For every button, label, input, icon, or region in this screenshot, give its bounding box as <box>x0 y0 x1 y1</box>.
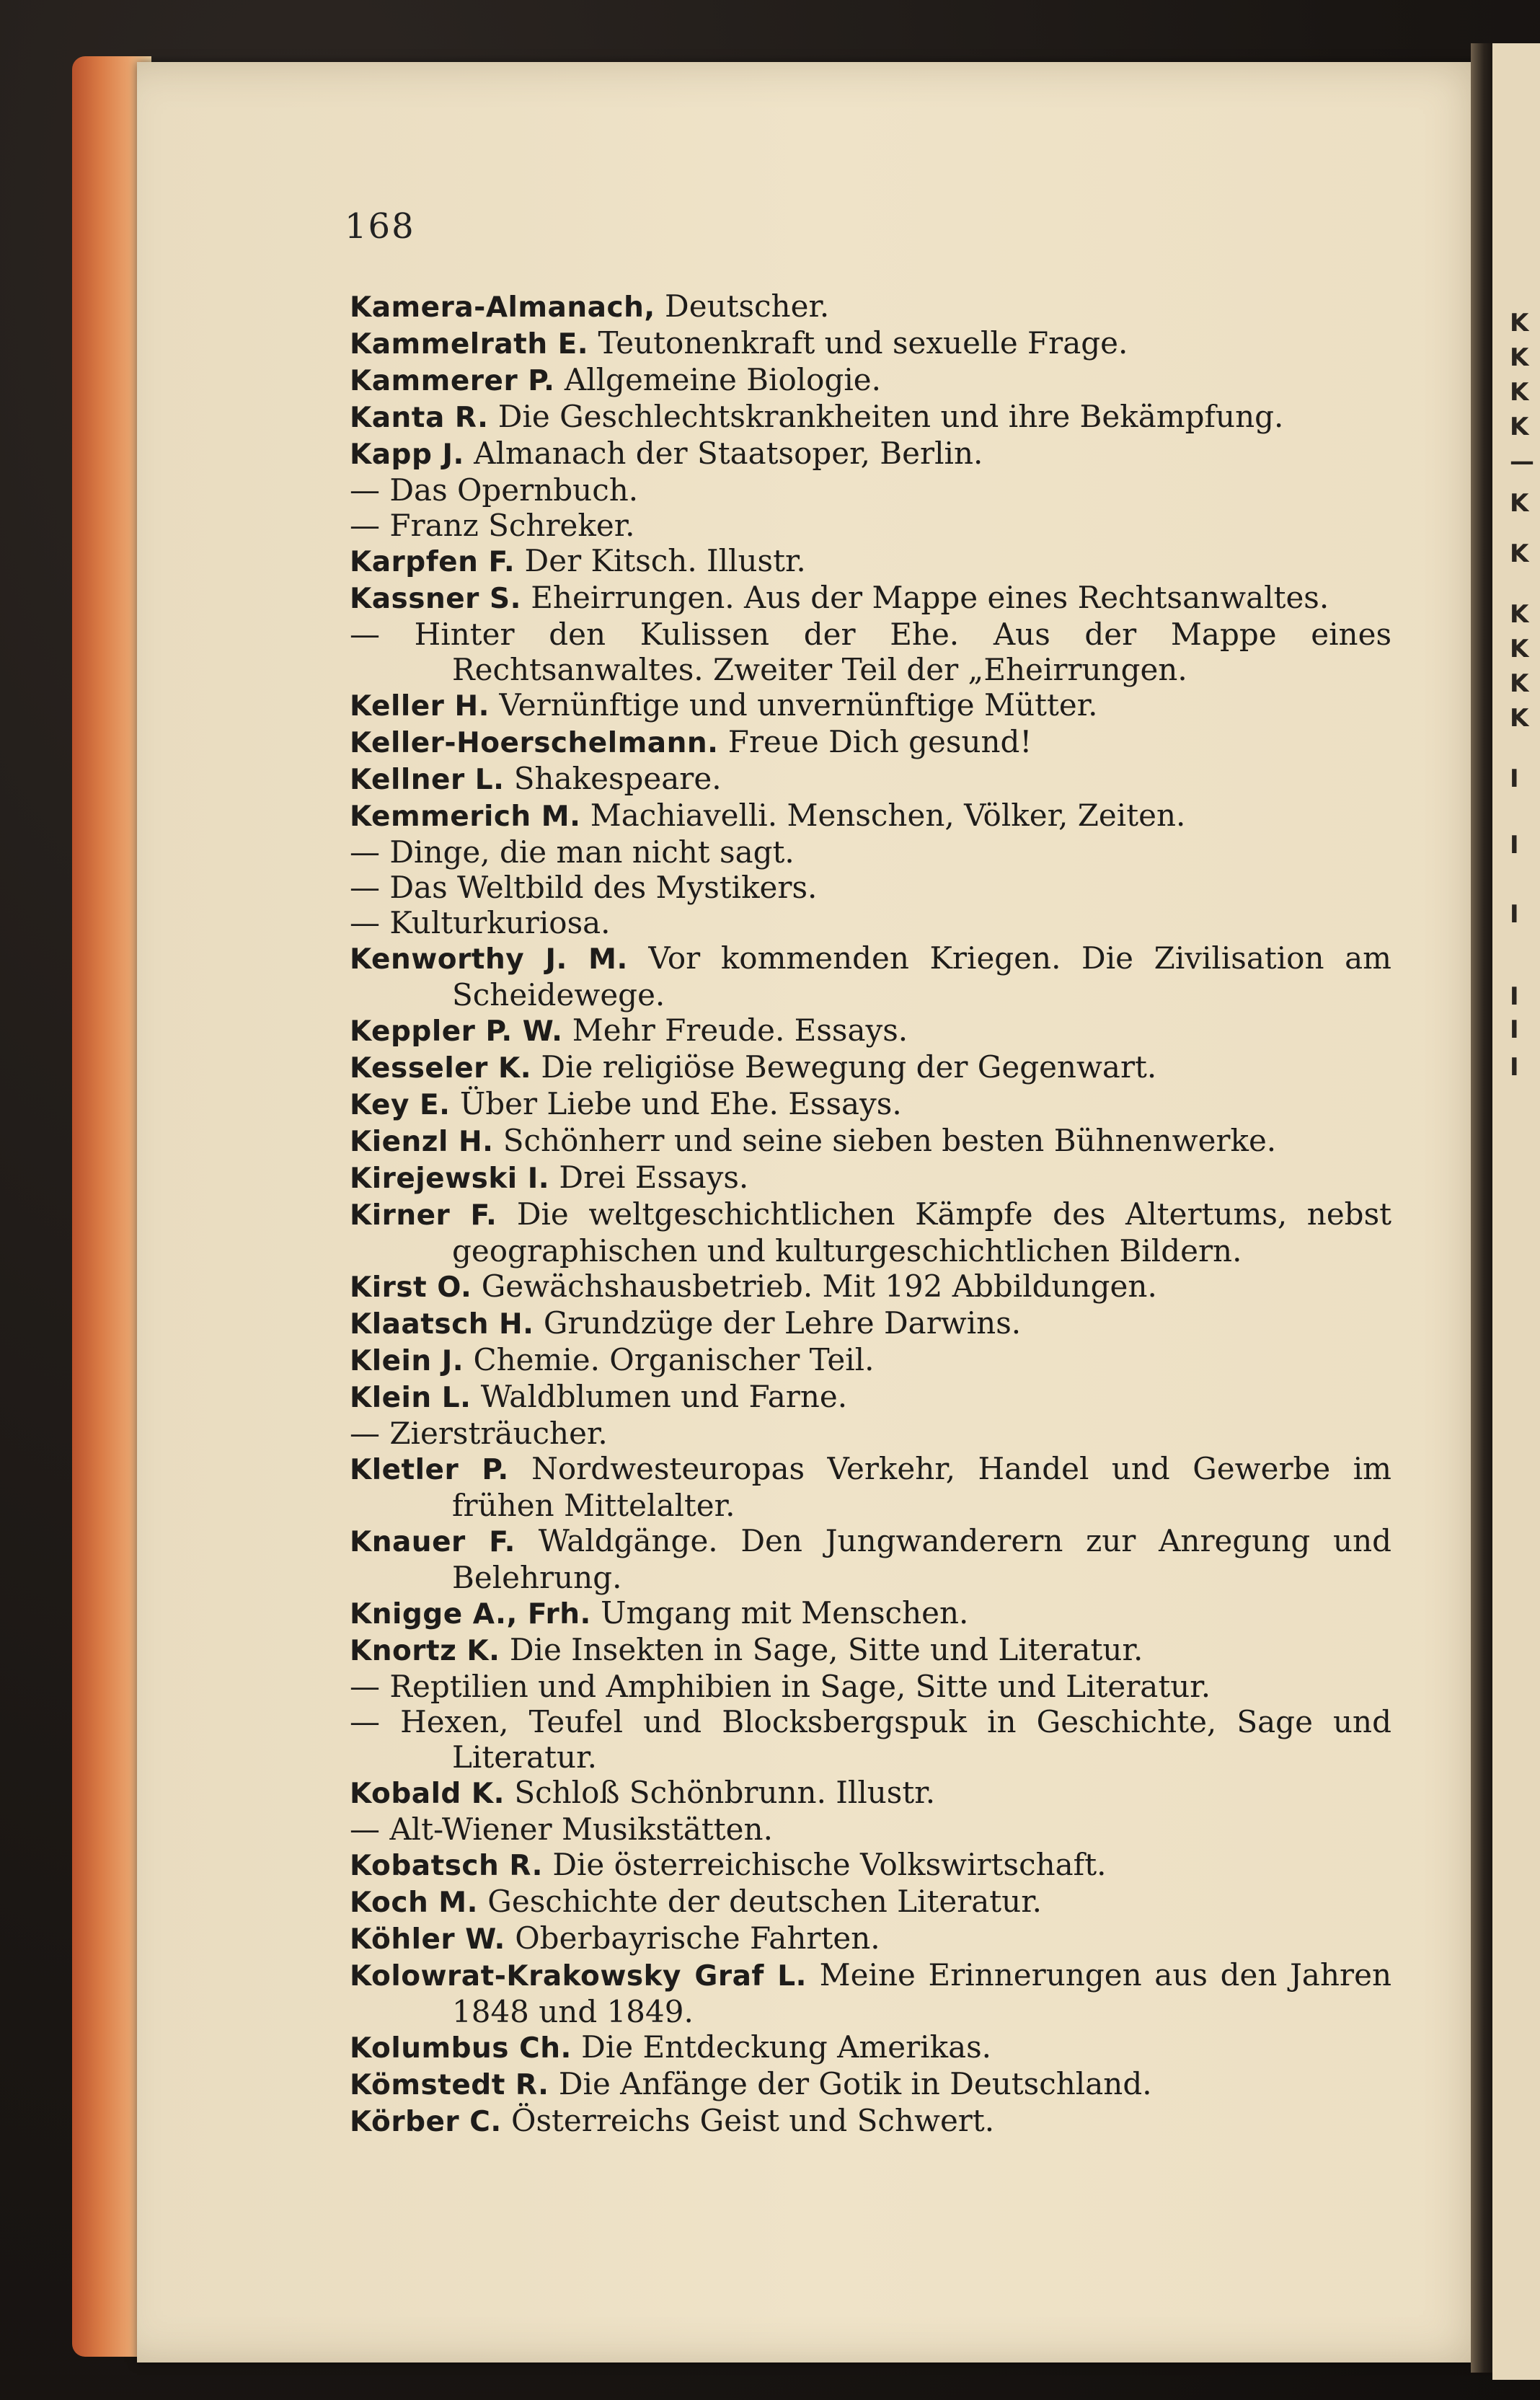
bibliography-entry <box>350 798 1391 834</box>
entry-title: Eheirrungen. Aus der Mappe eines Rechtsanwaltes. <box>531 580 1329 615</box>
bibliography-entry <box>350 1160 1391 1196</box>
bibliography-entry <box>350 1669 1391 1704</box>
bibliography-entry <box>350 436 1391 472</box>
entry-author: Keppler P. W. <box>350 1015 563 1048</box>
entry-title: Drei Essays. <box>559 1160 749 1195</box>
entry-title: Teutonenkraft und sexuelle Frage. <box>598 325 1128 361</box>
bibliography-entry <box>350 1920 1391 1957</box>
entry-title: Vor kommenden Kriegen. Die Zivilisation am Scheidewege. <box>452 940 1391 1012</box>
entry-title: Gewächshausbetrieb. Mit 192 Abbildungen. <box>481 1269 1157 1304</box>
entry-author: Kenworthy J. M. <box>350 943 628 976</box>
bibliography-entry <box>350 905 1391 940</box>
bibliography-entry <box>350 543 1391 580</box>
bibliography-entry <box>350 1812 1391 1847</box>
next-page-fragment: K <box>1510 704 1529 733</box>
entry-author: Kamera-Almanach, <box>350 291 655 324</box>
bibliography-entry <box>350 2029 1391 2066</box>
bibliography-entry <box>350 1632 1391 1669</box>
entry-title: Chemie. Organischer Teil. <box>473 1342 875 1377</box>
bibliography-entry <box>350 2103 1391 2140</box>
entry-title: Die Entdeckung Amerikas. <box>581 2029 992 2065</box>
entry-title: Der Kitsch. Illustr. <box>524 543 806 578</box>
entry-title: Die Insekten in Sage, Sitte und Literatur. <box>509 1632 1143 1667</box>
entry-title: — Alt-Wiener Musikstätten. <box>350 1812 773 1847</box>
bibliography-entry <box>350 870 1391 905</box>
next-page-fragment: K <box>1510 343 1529 372</box>
entry-author: Keller-Hoerschelmann. <box>350 727 719 759</box>
bibliography-entry <box>350 1847 1391 1884</box>
entry-title: Die religiöse Bewegung der Gegenwart. <box>541 1049 1157 1085</box>
bibliography-entry <box>350 325 1391 362</box>
entry-title: Shakespeare. <box>513 761 722 796</box>
bibliography-entry <box>350 2066 1391 2103</box>
entry-author: Kammerer P. <box>350 365 555 397</box>
entry-title: — Das Weltbild des Mystikers. <box>350 870 818 905</box>
bibliography-entry <box>350 687 1391 724</box>
bibliography-entry <box>350 834 1391 870</box>
bibliography-entry <box>350 399 1391 436</box>
entry-author: Kienzl H. <box>350 1126 494 1158</box>
bibliography-entry <box>350 362 1391 399</box>
entry-title: Mehr Freude. Essays. <box>572 1012 908 1048</box>
bibliography-entry <box>350 472 1391 508</box>
next-page-edge <box>1492 43 1540 2380</box>
entry-author: Klaatsch H. <box>350 1308 534 1341</box>
next-page-fragment: K <box>1510 309 1529 338</box>
next-page-fragment: K <box>1510 378 1529 407</box>
next-page-fragment: I <box>1510 982 1519 1011</box>
bibliography-entry <box>350 1342 1391 1379</box>
bibliography-entry <box>350 580 1391 617</box>
entry-author: Kellner L. <box>350 764 505 796</box>
next-page-fragment: I <box>1510 900 1519 929</box>
next-page-fragment: I <box>1510 764 1519 793</box>
bibliography-entry <box>350 1704 1391 1775</box>
bibliography-entry <box>350 508 1391 543</box>
entry-author: Knortz K. <box>350 1635 500 1667</box>
next-page-fragment: I <box>1510 1015 1519 1044</box>
entry-author: Karpfen F. <box>350 546 515 578</box>
bibliography-entry <box>350 1884 1391 1920</box>
bibliography-entry <box>350 1379 1391 1416</box>
entry-title: Oberbayrische Fahrten. <box>515 1920 880 1956</box>
bibliography-entry <box>350 1451 1391 1523</box>
entry-title: Vernünftige und unvernünftige Mütter. <box>499 687 1098 723</box>
entry-title: Almanach der Staatsoper, Berlin. <box>474 436 983 471</box>
entry-title: Freue Dich gesund! <box>727 724 1032 759</box>
entry-author: Key E. <box>350 1089 451 1121</box>
entry-title: Deutscher. <box>665 288 830 324</box>
bibliography-list <box>350 288 1391 2140</box>
next-page-fragment: K <box>1510 412 1529 441</box>
entry-title: Geschichte der deutschen Literatur. <box>487 1884 1043 1919</box>
next-page-fragment: — <box>1510 447 1534 476</box>
next-page-fragment: K <box>1510 635 1529 663</box>
entry-author: Klein J. <box>350 1345 464 1377</box>
next-page-fragment: I <box>1510 1053 1519 1082</box>
entry-author: Kömstedt R. <box>350 2069 549 2101</box>
entry-title: Schönherr und seine sieben besten Bühnenwerke. <box>503 1123 1277 1158</box>
entry-title: — Reptilien und Amphibien in Sage, Sitte und Literatur. <box>350 1669 1211 1704</box>
entry-title: Grundzüge der Lehre Darwins. <box>543 1305 1022 1341</box>
entry-title: Die weltgeschichtlichen Kämpfe des Altertums, nebst geographischen und kulturgeschichtlichen Bildern. <box>452 1196 1392 1269</box>
bibliography-entry <box>350 1595 1391 1632</box>
entry-title: — Hinter den Kulissen der Ehe. Aus der Mappe eines Rechtsanwaltes. Zweiter Teil der „Eheirrungen. <box>350 617 1391 687</box>
entry-title: — Hexen, Teufel und Blocksbergspuk in Geschichte, Sage und Literatur. <box>350 1704 1391 1775</box>
entry-author: Kirejewski I. <box>350 1162 550 1195</box>
entry-author: Koch M. <box>350 1887 478 1919</box>
bibliography-entry <box>350 1775 1391 1812</box>
entry-title: — Ziersträucher. <box>350 1416 608 1451</box>
entry-title: Meine Erinnerungen aus den Jahren 1848 und 1849. <box>452 1957 1391 2029</box>
entry-title: Allgemeine Biologie. <box>564 362 881 397</box>
entry-title: Österreichs Geist und Schwert. <box>511 2103 995 2138</box>
entry-title: Über Liebe und Ehe. Essays. <box>459 1086 902 1121</box>
bibliography-entry <box>350 761 1391 798</box>
next-page-fragment: K <box>1510 669 1529 698</box>
next-page-fragment: K <box>1510 600 1529 629</box>
entry-author: Kemmerich M. <box>350 800 581 833</box>
bibliography-entry <box>350 1196 1391 1269</box>
entry-author: Kammelrath E. <box>350 328 589 361</box>
entry-title: Die österreichische Volkswirtschaft. <box>552 1847 1107 1882</box>
bibliography-entry <box>350 1086 1391 1123</box>
bibliography-entry <box>350 1123 1391 1160</box>
page-number: 168 <box>345 206 415 247</box>
bibliography-entry <box>350 1523 1391 1595</box>
bibliography-entry <box>350 1269 1391 1305</box>
entry-title: — Franz Schreker. <box>350 508 635 543</box>
book-gutter <box>1471 43 1492 2373</box>
next-page-fragment: K <box>1510 489 1529 518</box>
bibliography-entry <box>350 617 1391 687</box>
next-page-fragment: K <box>1510 539 1529 568</box>
bibliography-entry <box>350 1305 1391 1342</box>
entry-author: Kirst O. <box>350 1271 472 1304</box>
bibliography-entry <box>350 1012 1391 1049</box>
bibliography-entry <box>350 1957 1391 2029</box>
entry-title: — Kulturkuriosa. <box>350 905 611 940</box>
entry-author: Körber C. <box>350 2106 502 2138</box>
entry-author: Kletler P. <box>350 1454 509 1486</box>
entry-title: Schloß Schönbrunn. Illustr. <box>514 1775 936 1810</box>
entry-author: Kolowrat-Krakowsky Graf L. <box>350 1960 807 1993</box>
bibliography-entry <box>350 1049 1391 1086</box>
entry-author: Kobald K. <box>350 1778 505 1810</box>
entry-author: Knauer F. <box>350 1526 515 1558</box>
entry-title: Die Geschlechtskrankheiten und ihre Bekämpfung. <box>497 399 1284 434</box>
entry-title: Nordwesteuropas Verkehr, Handel und Gewerbe im frühen Mittelalter. <box>452 1451 1391 1523</box>
entry-author: Knigge A., Frh. <box>350 1598 591 1631</box>
entry-title: Machiavelli. Menschen, Völker, Zeiten. <box>590 798 1186 833</box>
entry-author: Kesseler K. <box>350 1052 532 1085</box>
entry-title: — Das Opernbuch. <box>350 472 639 508</box>
entry-author: Kolumbus Ch. <box>350 2032 572 2065</box>
entry-author: Köhler W. <box>350 1923 505 1956</box>
entry-title: Waldblumen und Farne. <box>480 1379 848 1414</box>
entry-title: — Dinge, die man nicht sagt. <box>350 834 795 870</box>
entry-title: Die Anfänge der Gotik in Deutschland. <box>558 2066 1152 2101</box>
entry-author: Kirner F. <box>350 1199 497 1232</box>
entry-author: Kapp J. <box>350 438 464 471</box>
entry-author: Keller H. <box>350 690 490 723</box>
entry-author: Kanta R. <box>350 402 489 434</box>
bibliography-entry <box>350 1416 1391 1451</box>
entry-author: Klein L. <box>350 1382 472 1414</box>
next-page-fragment: I <box>1510 831 1519 860</box>
entry-author: Kobatsch R. <box>350 1850 543 1882</box>
bibliography-entry <box>350 940 1391 1012</box>
bibliography-entry <box>350 288 1391 325</box>
entry-author: Kassner S. <box>350 583 521 615</box>
bibliography-entry <box>350 724 1391 761</box>
entry-title: Umgang mit Menschen. <box>601 1595 969 1631</box>
entry-title: Waldgänge. Den Jungwanderern zur Anregung und Belehrung. <box>452 1523 1391 1595</box>
